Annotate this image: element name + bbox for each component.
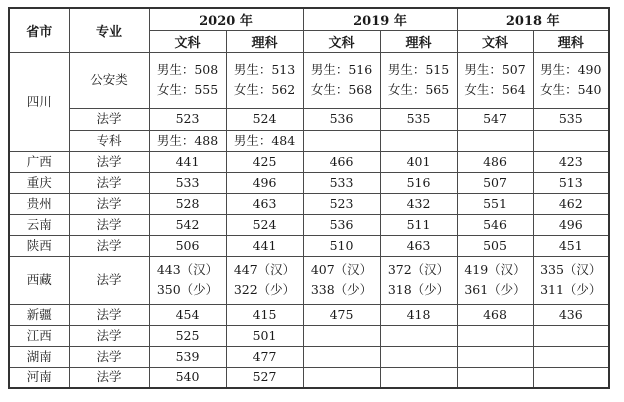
- score-cell: 423: [533, 151, 609, 172]
- score-cell: 524: [226, 214, 303, 235]
- score-cell: [457, 346, 533, 367]
- province-cell: 江西: [9, 325, 69, 346]
- score-cell: 501: [226, 325, 303, 346]
- score-cell: 男生：488: [149, 130, 226, 151]
- wen-header: 文科: [457, 30, 533, 52]
- score-cell: 536: [303, 108, 380, 130]
- score-cell: 466: [303, 151, 380, 172]
- province-cell: 西藏: [9, 256, 69, 304]
- score-cell: 496: [533, 214, 609, 235]
- score-cell: [457, 325, 533, 346]
- province-cell: 新疆: [9, 304, 69, 325]
- province-cell: 广西: [9, 151, 69, 172]
- major-cell: 法学: [69, 256, 149, 304]
- score-cell: 547: [457, 108, 533, 130]
- major-cell: 专科: [69, 130, 149, 151]
- score-cell: [533, 130, 609, 151]
- score-cell: 511: [380, 214, 457, 235]
- score-cell: 551: [457, 193, 533, 214]
- score-cell: [533, 367, 609, 388]
- major-cell: 公安类: [69, 52, 149, 108]
- major-cell: 法学: [69, 108, 149, 130]
- province-cell: 四川: [9, 52, 69, 151]
- score-cell: 男生：490 女生：540: [533, 52, 609, 108]
- score-cell: 536: [303, 214, 380, 235]
- province-cell: 河南: [9, 367, 69, 388]
- table-row: [9, 235, 609, 256]
- li-header: 理科: [533, 30, 609, 52]
- score-cell: 506: [149, 235, 226, 256]
- table-row: [9, 193, 609, 214]
- score-cell: 527: [226, 367, 303, 388]
- score-cell: 475: [303, 304, 380, 325]
- major-cell: 法学: [69, 346, 149, 367]
- score-cell: [380, 367, 457, 388]
- score-cell: 513: [533, 172, 609, 193]
- score-cell: 418: [380, 304, 457, 325]
- score-cell: 525: [149, 325, 226, 346]
- year-2020-header: 2020 年: [149, 8, 303, 30]
- score-cell: [380, 346, 457, 367]
- score-cell: 528: [149, 193, 226, 214]
- province-header: 省市: [9, 8, 69, 52]
- table-row: [9, 256, 609, 304]
- score-cell: 419（汉） 361（少）: [457, 256, 533, 304]
- major-cell: 法学: [69, 151, 149, 172]
- major-header: 专业: [69, 8, 149, 52]
- score-cell: 335（汉） 311（少）: [533, 256, 609, 304]
- score-cell: 男生：515 女生：565: [380, 52, 457, 108]
- admission-score-table: [8, 7, 610, 389]
- score-cell: 523: [149, 108, 226, 130]
- score-cell: [457, 367, 533, 388]
- year-2019-header: 2019 年: [303, 8, 457, 30]
- score-cell: 441: [226, 235, 303, 256]
- table-row: [9, 108, 609, 130]
- score-cell: [457, 130, 533, 151]
- table-row: [9, 346, 609, 367]
- score-table-container: [8, 7, 610, 389]
- major-cell: 法学: [69, 193, 149, 214]
- score-cell: 505: [457, 235, 533, 256]
- table-row: [9, 52, 609, 108]
- score-cell: 477: [226, 346, 303, 367]
- province-cell: 云南: [9, 214, 69, 235]
- score-cell: [380, 130, 457, 151]
- score-cell: 436: [533, 304, 609, 325]
- score-cell: 507: [457, 172, 533, 193]
- major-cell: 法学: [69, 172, 149, 193]
- score-cell: 533: [149, 172, 226, 193]
- score-cell: 男生：513 女生：562: [226, 52, 303, 108]
- score-cell: [303, 130, 380, 151]
- score-cell: [303, 346, 380, 367]
- score-cell: 539: [149, 346, 226, 367]
- wen-header: 文科: [149, 30, 226, 52]
- score-cell: 535: [380, 108, 457, 130]
- score-cell: 496: [226, 172, 303, 193]
- score-cell: 533: [303, 172, 380, 193]
- score-cell: [303, 325, 380, 346]
- score-cell: [380, 325, 457, 346]
- table-row: [9, 130, 609, 151]
- province-cell: 陕西: [9, 235, 69, 256]
- major-cell: 法学: [69, 304, 149, 325]
- score-cell: 546: [457, 214, 533, 235]
- score-cell: 468: [457, 304, 533, 325]
- score-cell: 男生：508 女生：555: [149, 52, 226, 108]
- major-cell: 法学: [69, 325, 149, 346]
- score-cell: 486: [457, 151, 533, 172]
- score-cell: 男生：507 女生：564: [457, 52, 533, 108]
- major-cell: 法学: [69, 235, 149, 256]
- score-cell: 432: [380, 193, 457, 214]
- year-2018-header: 2018 年: [457, 8, 609, 30]
- table-row: [9, 304, 609, 325]
- score-cell: 男生：516 女生：568: [303, 52, 380, 108]
- score-cell: [533, 325, 609, 346]
- score-cell: 407（汉） 338（少）: [303, 256, 380, 304]
- province-cell: 贵州: [9, 193, 69, 214]
- score-cell: 372（汉） 318（少）: [380, 256, 457, 304]
- score-cell: 463: [380, 235, 457, 256]
- score-cell: 男生：484: [226, 130, 303, 151]
- score-cell: 542: [149, 214, 226, 235]
- major-cell: 法学: [69, 214, 149, 235]
- score-cell: [533, 346, 609, 367]
- wen-header: 文科: [303, 30, 380, 52]
- score-cell: 425: [226, 151, 303, 172]
- li-header: 理科: [226, 30, 303, 52]
- table-row: [9, 172, 609, 193]
- score-cell: 462: [533, 193, 609, 214]
- score-cell: 523: [303, 193, 380, 214]
- score-cell: 454: [149, 304, 226, 325]
- table-row: [9, 367, 609, 388]
- score-cell: 443（汉） 350（少）: [149, 256, 226, 304]
- score-cell: 401: [380, 151, 457, 172]
- major-cell: 法学: [69, 367, 149, 388]
- score-cell: 451: [533, 235, 609, 256]
- score-cell: 540: [149, 367, 226, 388]
- score-cell: 535: [533, 108, 609, 130]
- score-cell: 447（汉） 322（少）: [226, 256, 303, 304]
- score-cell: 516: [380, 172, 457, 193]
- score-cell: 441: [149, 151, 226, 172]
- table-row: [9, 151, 609, 172]
- table-row: [9, 325, 609, 346]
- score-cell: [303, 367, 380, 388]
- li-header: 理科: [380, 30, 457, 52]
- score-cell: 510: [303, 235, 380, 256]
- table-row: [9, 214, 609, 235]
- province-cell: 湖南: [9, 346, 69, 367]
- score-cell: 524: [226, 108, 303, 130]
- province-cell: 重庆: [9, 172, 69, 193]
- score-cell: 415: [226, 304, 303, 325]
- score-cell: 463: [226, 193, 303, 214]
